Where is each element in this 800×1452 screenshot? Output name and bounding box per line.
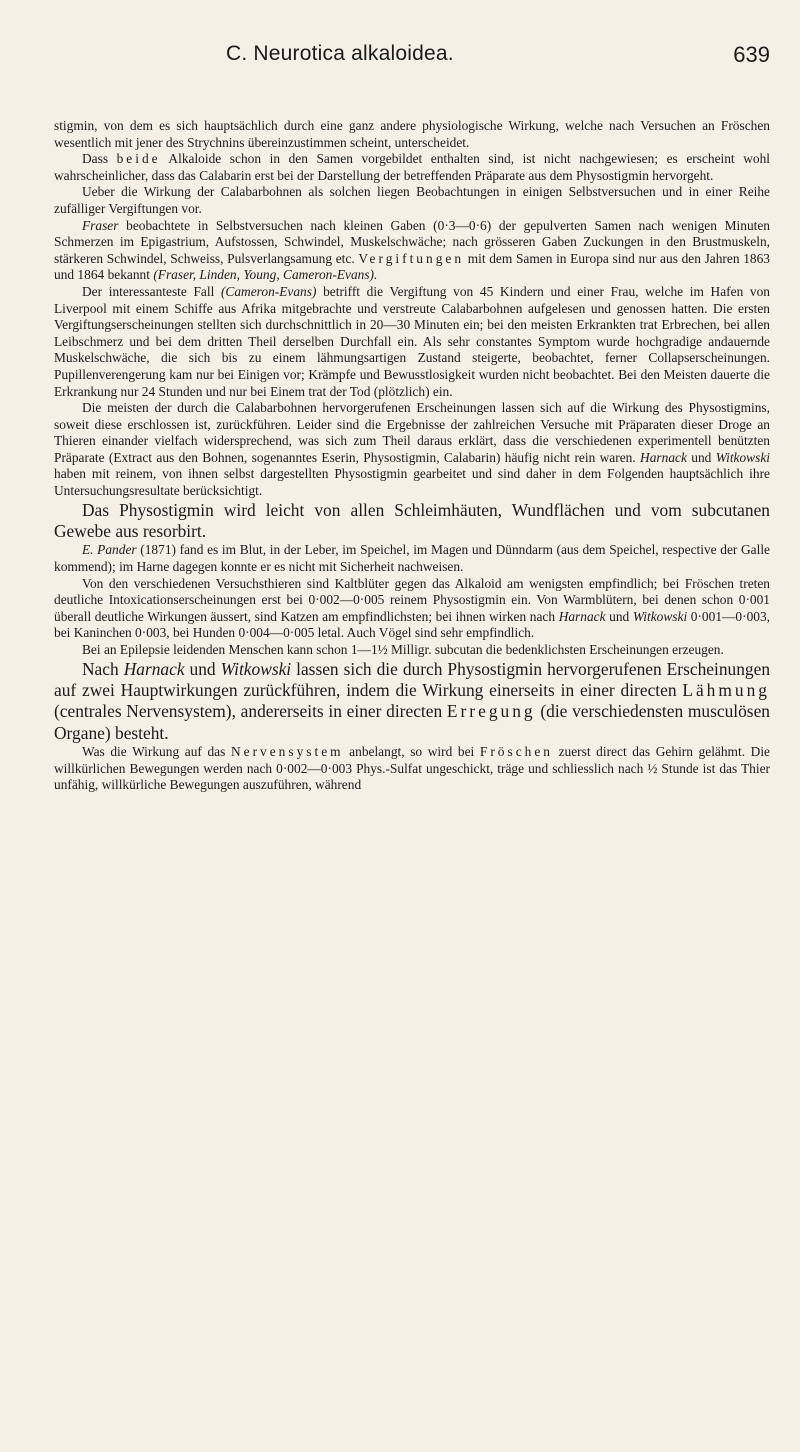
text-run: und <box>686 449 716 465</box>
text-run: 0·001—0·003, bei Kaninchen 0·003, bei Hunden 0·004—0·005 letal. Auch Vögel sind sehr empfindlich. <box>54 608 770 641</box>
spaced-emphasis: Vergiftungen <box>358 250 465 266</box>
spaced-emphasis: Fröschen <box>479 744 553 760</box>
paragraph <box>54 184 770 217</box>
text-run: Von den verschiedenen Versuchsthieren sind Kaltblüter gegen das Alkaloid am wenigsten empfindlich; bei Fröschen treten deutliche Intoxicationserscheinungen erst bei 0·002—0·005 reinem Physostigmin ein. Von Warmblütern, bei denen schon 0·001 überall deutliche Wirkungen äussert, sind Katzen am empfindlichsten; bei ihnen wirken nach <box>54 575 770 624</box>
page-header <box>54 42 770 72</box>
text-run: mit dem Samen in Europa sind nur aus den Jahren 1863 und 1864 bekannt <box>54 250 770 283</box>
paragraph <box>54 151 770 184</box>
italic-citation: Witkowski <box>632 608 688 624</box>
text-run: und <box>184 658 221 679</box>
paragraph <box>54 542 770 575</box>
text-run: (die verschiedensten musculösen Organe) besteht. <box>54 701 770 743</box>
text-run: stigmin, von dem es sich hauptsächlich durch eine ganz andere physiologische Wirkung, welche nach Versuchen an Fröschen wesentlich mit jener des Strychnins übereinzustimmen scheint, unterscheidet. <box>54 118 770 150</box>
text-run: (centrales Nervensystem), andererseits in einer directen <box>54 701 447 722</box>
section-heading <box>54 500 770 543</box>
spaced-emphasis: beide <box>116 151 161 167</box>
text-run: zuerst direct das Gehirn gelähmt. Die willkürlichen Bewegungen werden nach 0·002—0·003 Phys.-Sulfat ungeschickt, träge und schliesslich nach ½ Stunde ist das Thier unfähig, willkürliche Bewegungen auszuführen, während <box>54 744 770 793</box>
text-run: Bei an Epilepsie leidenden Menschen kann schon 1—1½ Milligr. subcutan die bedenklichsten Erscheinungen erzeugen. <box>82 642 724 658</box>
page-body <box>54 118 770 794</box>
text-run: und <box>605 608 633 624</box>
text-run: anbelangt, so wird bei <box>343 744 480 760</box>
text-run: Der interessanteste Fall <box>82 283 221 299</box>
italic-citation: Witkowski <box>220 658 292 679</box>
paragraph <box>54 576 770 642</box>
page-number: 639 <box>733 42 770 67</box>
text-run: Ueber die Wirkung der Calabarbohnen als solchen liegen Beobachtungen in einigen Selbstversuchen und in einer Reihe zufälliger Vergiftungen vor. <box>54 184 770 216</box>
paragraph <box>54 642 770 659</box>
spaced-emphasis: Erregung <box>446 701 536 722</box>
italic-citation: E. Pander <box>82 542 137 558</box>
paragraph <box>54 744 770 794</box>
spaced-emphasis: Nervensystem <box>230 744 344 760</box>
text-run: Nach <box>82 658 124 679</box>
paragraph <box>54 218 770 284</box>
paragraph <box>54 400 770 500</box>
text-run: Das Physostigmin wird leicht von allen Schleimhäuten, Wundflächen und vom subcutanen Gewebe aus resorbirt. <box>54 499 770 542</box>
text-run: haben mit reinem, von ihnen selbst dargestellten Physostigmin gearbeitet und sind daher in dem Folgenden hauptsächlich ihre Untersuchungsresultate berücksichtigt. <box>54 466 770 499</box>
text-run: beobachtete in Selbstversuchen nach kleinen Gaben (0·3—0·6) der gepulverten Samen nach wenigen Minuten Schmerzen im Epigastrium, Aufstossen, Schwindel, Muskelschwäche; nach grösseren Gaben Zuckungen in den Brustmuskeln, stärkeren Schwindel, Schweiss, Pulsverlangsamung etc. <box>54 217 770 266</box>
italic-citation: Harnack <box>123 658 185 679</box>
italic-citation: Witkowski <box>715 449 770 465</box>
paragraph <box>54 118 770 151</box>
text-run: betrifft die Vergiftung von 45 Kindern und einer Frau, welche im Hafen von Liverpool mit einem Schiffe aus Afrika mitgebrachte und verstreute Calabarbohnen aufgelesen und genossen hatten. Die ersten Vergiftungserscheinungen stellten sich durchschnittlich in 20—30 Minuten ein; bei den meisten Erkrankten trat Erbrechen, bei allen Leibschmerz und bei dem dritten Theil derselben Durchfall ein. Als sehr constantes Symptom wurde hochgradige andauernde Muskelschwäche, die sich bis zu einem lähmungsartigen Zustand steigerte, beobachtet, ferner Collapserscheinungen. Pupillenverengerung kam nur bei Einigen vor; Krämpfe und Bewusstlosigkeit wurden nicht beobachtet. Bei den Meisten dauerte die Erkrankung nur 24 Stunden und nur bei Einem trat der Tod (plötzlich) ein. <box>54 283 771 399</box>
text-run: Dass <box>82 151 117 167</box>
running-head: C. Neurotica alkaloidea. <box>226 42 454 65</box>
paragraph <box>54 284 770 400</box>
spaced-emphasis: Lähmung <box>682 680 770 701</box>
text-run: Was die Wirkung auf das <box>82 744 231 760</box>
text-run: Die meisten der durch die Calabarbohnen hervorgerufenen Erscheinungen lassen sich auf die Wirkung des Physostigmins, soweit diese erschlossen ist, zurückführen. Leider sind die Ergebnisse der zahlreichen Versuche mit Präparaten dieser Droge an Thieren einander vielfach widersprechend, was sich zum Theil daraus erklärt, dass die verschiedenen experimentell benützten Präparate (Extract aus den Bohnen, sogenanntes Eserin, Physostigmin, Calabarin) häufig nicht rein waren. <box>54 400 770 465</box>
italic-citation: Fraser <box>82 217 119 233</box>
italic-citation: (Cameron-Evans) <box>220 283 317 299</box>
italic-citation: Harnack <box>558 608 606 624</box>
text-run: Alkaloide schon in den Samen vorgebildet enthalten sind, ist nicht nachgewiesen; es erscheint wohl wahrscheinlicher, dass das Calabarin erst bei der Darstellung der betreffenden Präparate aus dem Physostigmin hervorgeht. <box>54 151 770 183</box>
italic-citation: (Fraser, Linden, Young, Cameron-Evans). <box>153 267 378 283</box>
text-run: lassen sich die durch Physostigmin hervorgerufenen Erscheinungen auf zwei Hauptwirkungen zurückführen, indem die Wirkung einerseits in einer directen <box>54 658 771 701</box>
section-heading <box>54 659 770 745</box>
text-run: (1871) fand es im Blut, in der Leber, im Speichel, im Magen und Dünndarm (aus dem Speichel, respective der Galle kommend); im Harne dagegen konnte er es nicht mit Sicherheit nachweisen. <box>54 542 771 575</box>
italic-citation: Harnack <box>640 449 687 465</box>
